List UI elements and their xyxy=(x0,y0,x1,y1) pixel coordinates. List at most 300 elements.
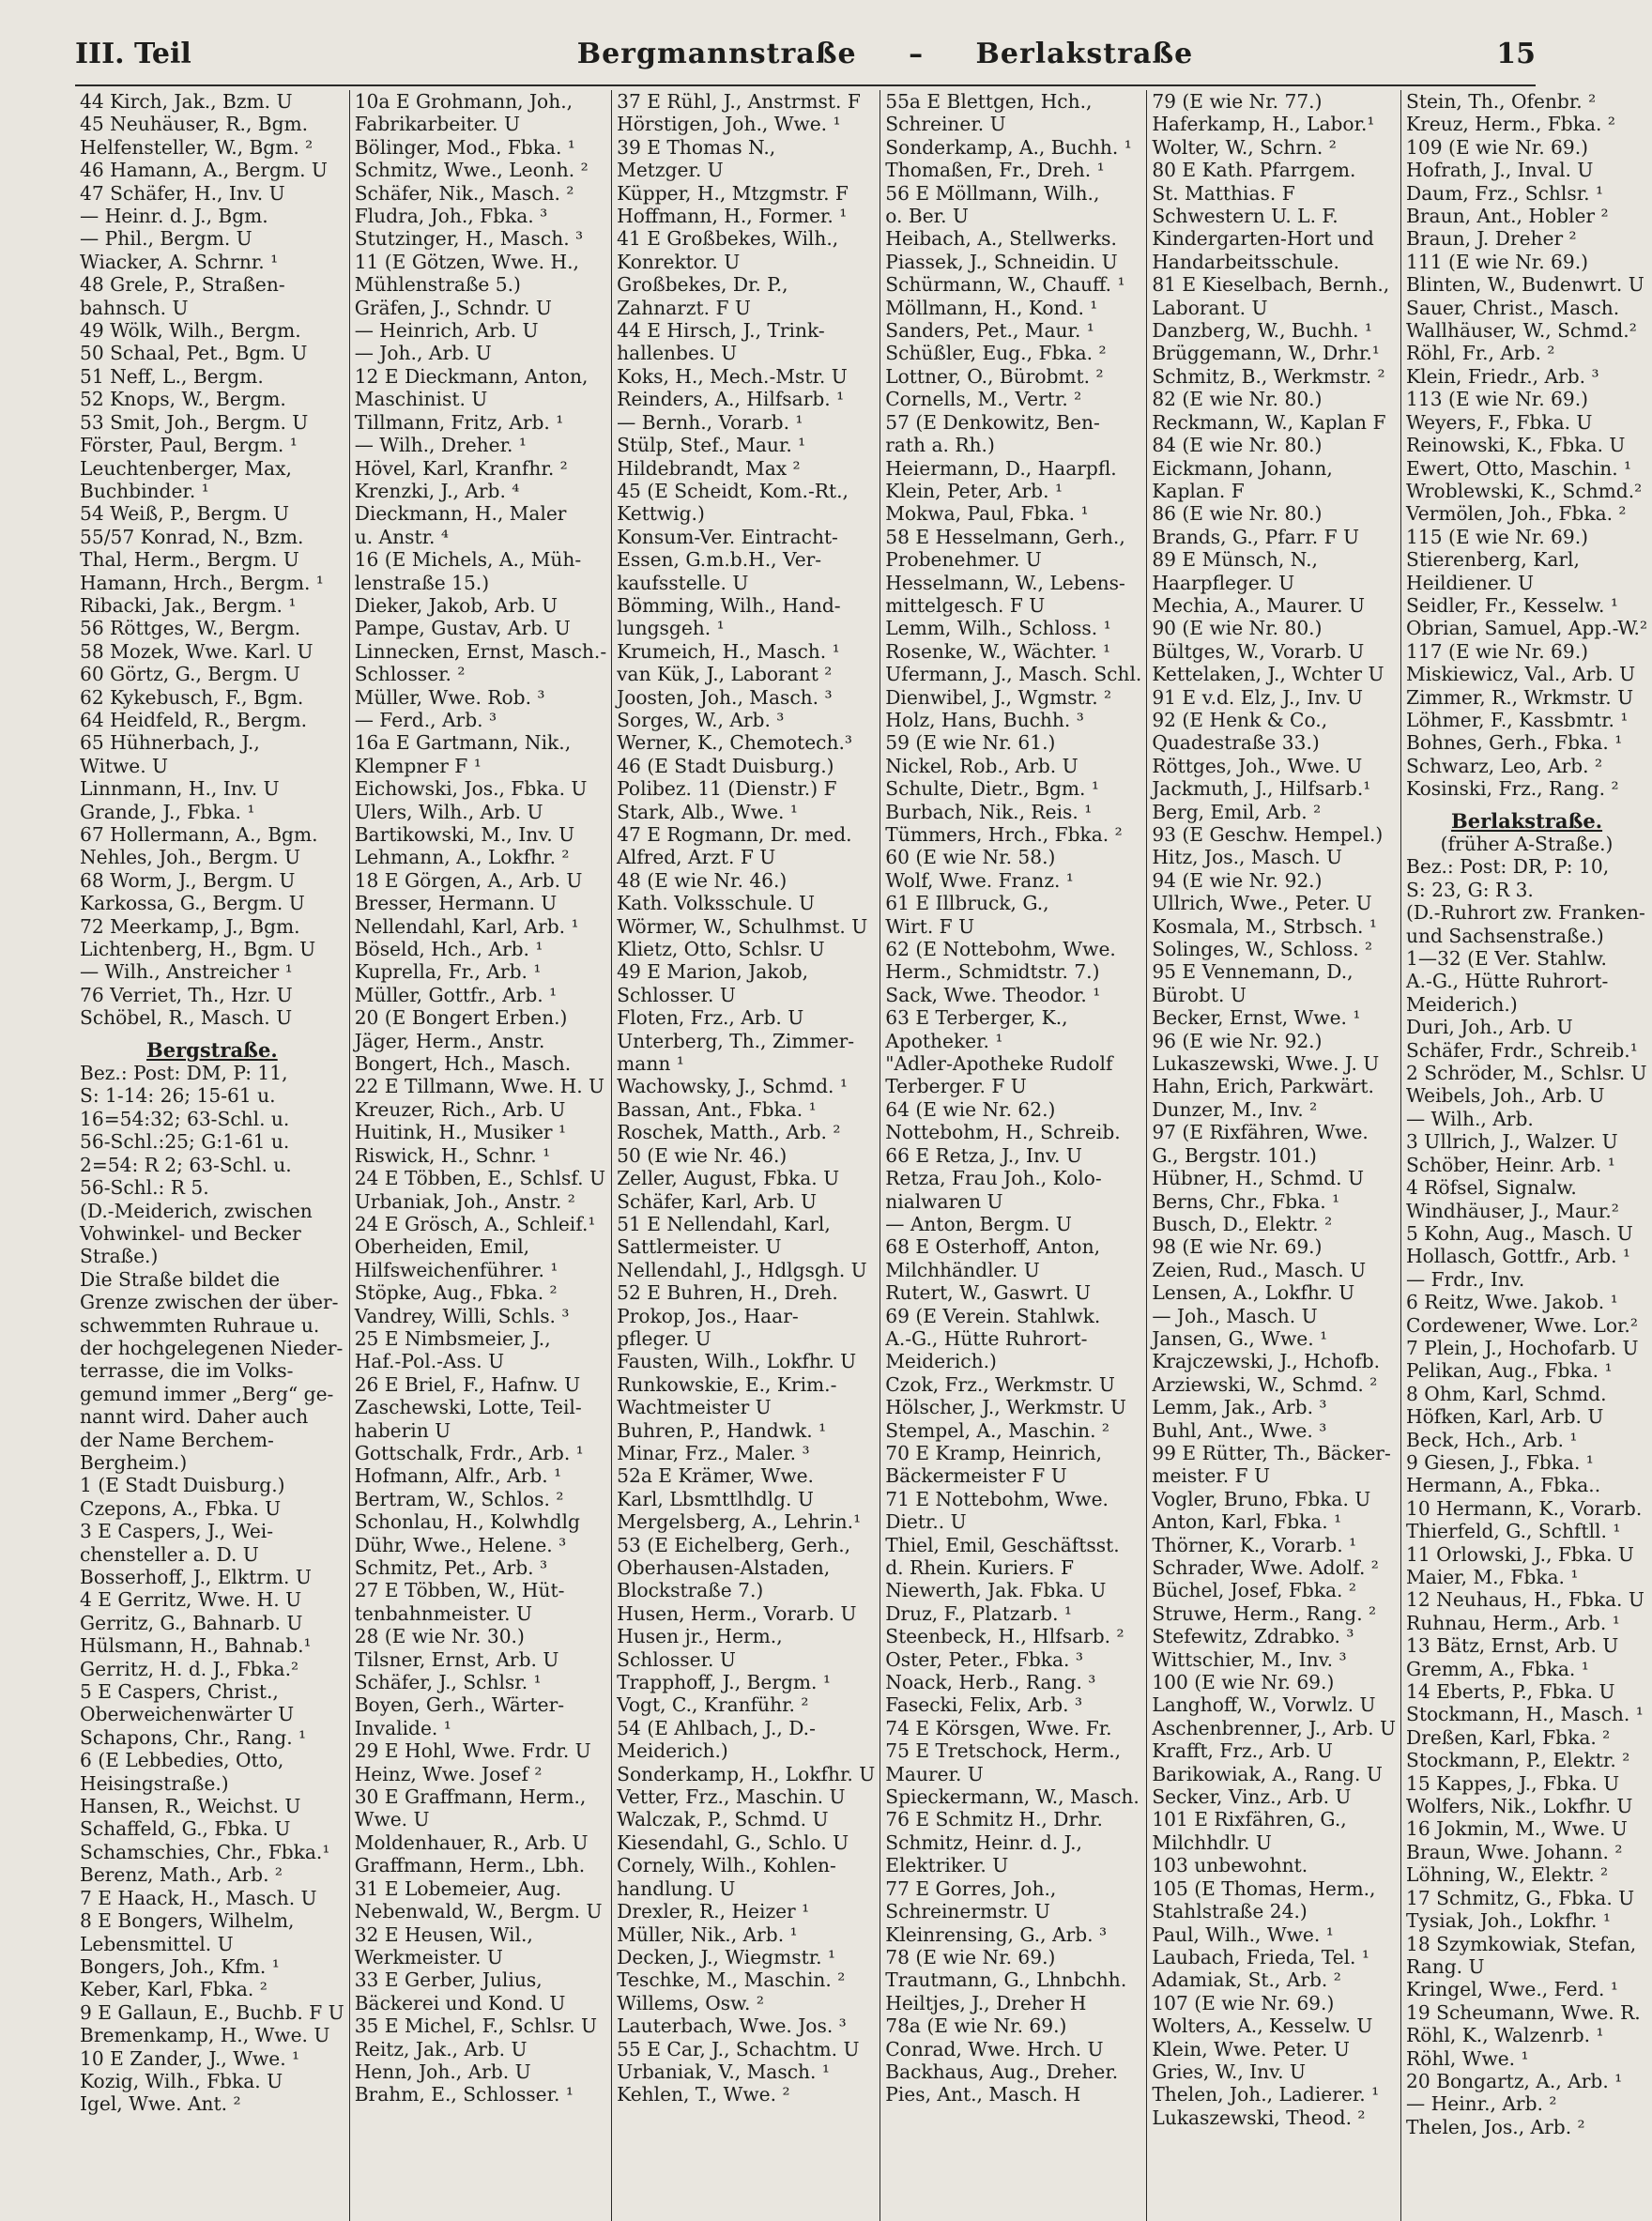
directory-entry: Niewerth, Jak. Fbka. U xyxy=(885,1579,1107,1602)
directory-entry: Schaffeld, G., Fbka. U xyxy=(80,1817,291,1841)
directory-entry: Wolf, Wwe. Franz. ¹ xyxy=(885,868,1074,892)
directory-entry: (früher A-Straße.) xyxy=(1440,833,1614,855)
directory-entry: Henn, Joh., Arb. U xyxy=(354,2060,531,2083)
directory-entry: Schlosser. U xyxy=(617,983,736,1006)
directory-entry: Ullrich, Wwe., Peter. U xyxy=(1152,892,1372,915)
directory-entry: Thiel, Emil, Geschäftsst. xyxy=(885,1533,1120,1556)
directory-entry: Seidler, Fr., Kesselw. ¹ xyxy=(1406,593,1618,617)
directory-entry: (D.-Meiderich, zwischen xyxy=(80,1199,313,1222)
directory-entry: Schreinermstr. U xyxy=(885,1900,1050,1923)
directory-entry: Lichtenberg, H., Bgm. U xyxy=(80,938,316,961)
directory-entry: 44 Kirch, Jak., Bzm. U xyxy=(80,90,293,113)
directory-entry: nialwaren U xyxy=(885,1189,1003,1213)
directory-entry: 39 E Thomas N., xyxy=(617,135,776,159)
directory-entry: 56 Röttges, W., Bergm. xyxy=(80,617,301,640)
directory-entry: Barikowiak, A., Rang. U xyxy=(1152,1762,1383,1785)
directory-entry: lenstraße 15.) xyxy=(354,571,490,594)
directory-entry: Nottebohm, H., Schreib. xyxy=(885,1121,1121,1144)
directory-entry: Stahlstraße 24.) xyxy=(1152,1900,1308,1923)
directory-entry: Klempner F ¹ xyxy=(354,754,482,777)
directory-entry: Hilfsweichenführer. ¹ xyxy=(354,1258,558,1281)
directory-entry: 96 (E wie Nr. 92.) xyxy=(1152,1029,1323,1052)
directory-entry: Lauterbach, Wwe. Jos. ³ xyxy=(617,2014,847,2038)
directory-entry: Haferkamp, H., Labor.¹ xyxy=(1152,113,1375,136)
directory-entry: 117 (E wie Nr. 69.) xyxy=(1406,639,1589,663)
directory-entry: 62 Kykebusch, F., Bgm. xyxy=(80,685,304,709)
directory-entry: 65 Hühnerbach, J., xyxy=(80,731,260,755)
directory-entry: Haarpfleger. U xyxy=(1152,571,1295,594)
directory-entry: Husen, Herm., Vorarb. U xyxy=(617,1601,857,1625)
directory-entry: bahnsch. U xyxy=(80,296,189,319)
directory-entry: — Wilh., Arb. xyxy=(1406,1107,1534,1130)
directory-entry: — Wilh., Dreher. ¹ xyxy=(354,434,527,457)
directory-entry: Braun, Wwe. Johann. ² xyxy=(1406,1840,1623,1863)
directory-entry: Terberger. F U xyxy=(885,1075,1027,1098)
directory-entry: Karl, Lbsmttlhdlg. U xyxy=(617,1487,814,1510)
directory-entry: Lebensmittel. U xyxy=(80,1932,234,1955)
directory-entry: 90 (E wie Nr. 80.) xyxy=(1152,617,1323,640)
directory-entry: meister. F U xyxy=(1152,1464,1270,1488)
directory-entry: 78a (E wie Nr. 69.) xyxy=(885,2014,1067,2038)
directory-entry: Müller, Wwe. Rob. ³ xyxy=(354,685,545,709)
directory-entry: Maurer. U xyxy=(885,1762,984,1785)
directory-entry: 47 Schäfer, H., Inv. U xyxy=(80,181,285,205)
directory-entry: Leuchtenberger, Max, xyxy=(80,456,292,480)
directory-entry: 58 E Hesselmann, Gerh., xyxy=(885,525,1125,548)
directory-entry: Struwe, Herm., Rang. ² xyxy=(1152,1601,1377,1625)
running-title xyxy=(310,38,1461,70)
directory-entry: Laborant. U xyxy=(1152,296,1268,319)
directory-entry: 6 (E Lebbedies, Otto, xyxy=(80,1749,284,1772)
directory-entry: Hoffmann, H., Former. ¹ xyxy=(617,205,848,228)
directory-entry: Milchhdlr. U xyxy=(1152,1830,1272,1854)
directory-entry: Cornells, M., Vertr. ² xyxy=(885,388,1082,411)
directory-entry: Kleinrensing, G., Arb. ³ xyxy=(885,1922,1108,1946)
directory-entry: Dunzer, M., Inv. ² xyxy=(1152,1097,1318,1121)
directory-entry: Joosten, Joh., Masch. ³ xyxy=(617,685,833,709)
directory-entry: 56-Schl.: R 5. xyxy=(80,1176,209,1200)
directory-entry: schwemmten Ruhraue u. xyxy=(80,1313,320,1337)
directory-entry: S: 23, G: R 3. xyxy=(1406,878,1534,901)
directory-entry: Thörner, K., Vorarb. ¹ xyxy=(1152,1533,1357,1556)
directory-entry: tenbahnmeister. U xyxy=(354,1601,532,1625)
directory-entry: Teschke, M., Maschin. ² xyxy=(617,1968,846,1992)
directory-entry: 3 Ullrich, J., Walzer. U xyxy=(1406,1130,1618,1154)
directory-entry: Cornely, Wilh., Kohlen- xyxy=(617,1854,836,1877)
directory-entry: 100 (E wie Nr. 69.) xyxy=(1152,1671,1335,1694)
directory-entry: Klein, Friedr., Arb. ³ xyxy=(1406,364,1599,388)
directory-entry: Vandrey, Willi, Schls. ³ xyxy=(354,1304,570,1327)
directory-entry: u. Anstr. ⁴ xyxy=(354,525,449,548)
directory-entry: Heisingstraße.) xyxy=(80,1771,229,1795)
directory-entry: Vermölen, Joh., Fbka. ² xyxy=(1406,502,1627,526)
directory-entry: Sonderkamp, H., Lokfhr. U xyxy=(617,1762,876,1785)
directory-entry: Klein, Peter, Arb. ¹ xyxy=(885,479,1063,502)
directory-entry: Oberhausen-Alstaden, xyxy=(617,1556,831,1579)
directory-entry: A.-G., Hütte Ruhrort- xyxy=(885,1326,1088,1350)
directory-entry: Ribacki, Jak., Bergm. ¹ xyxy=(80,593,297,617)
directory-entry: Anton, Karl, Fbka. ¹ xyxy=(1152,1510,1342,1534)
directory-entry: Alfred, Arzt. F U xyxy=(617,846,776,869)
directory-entry: Wwe. U xyxy=(354,1808,430,1831)
directory-entry: mittelgesch. F U xyxy=(885,593,1046,617)
directory-entry: Weibels, Joh., Arb. U xyxy=(1406,1084,1605,1108)
directory-entry: Dühr, Wwe., Helene. ³ xyxy=(354,1533,567,1556)
directory-entry: Großbekes, Dr. P., xyxy=(617,273,788,297)
directory-entry: Minar, Frz., Maler. ³ xyxy=(617,1441,810,1464)
directory-entry: Quadestraße 33.) xyxy=(1152,731,1320,755)
directory-entry: Vogt, C., Kranführ. ² xyxy=(617,1693,809,1717)
directory-entry: 95 E Vennemann, D., xyxy=(1152,960,1354,984)
directory-entry: 9 Giesen, J., Fbka. ¹ xyxy=(1406,1450,1594,1474)
directory-entry: Retza, Frau Joh., Kolo- xyxy=(885,1167,1102,1190)
directory-entry: Czepons, A., Fbka. U xyxy=(80,1496,282,1520)
directory-entry: Oster, Peter., Fbka. ³ xyxy=(885,1647,1083,1671)
directory-entry: Burbach, Nik., Reis. ¹ xyxy=(885,800,1093,823)
directory-entry: Willems, Osw. ² xyxy=(617,1991,764,2014)
directory-entry: Möllmann, H., Kond. ¹ xyxy=(885,296,1098,319)
directory-entry: 1 (E Stadt Duisburg.) xyxy=(80,1474,285,1497)
directory-entry: 115 (E wie Nr. 69.) xyxy=(1406,525,1589,548)
directory-entry: "Adler-Apotheke Rudolf xyxy=(885,1052,1113,1076)
directory-entry: Schwestern U. L. F. xyxy=(1152,205,1338,228)
directory-entry: Backhaus, Aug., Dreher. xyxy=(885,2060,1119,2083)
directory-entry: 101 E Rixfähren, G., xyxy=(1152,1808,1347,1831)
directory-entry: Fausten, Wilh., Lokfhr. U xyxy=(617,1350,857,1373)
directory-entry: Trautmann, G., Lhnbchh. xyxy=(885,1968,1127,1992)
directory-entry: Metzger. U xyxy=(617,159,724,182)
directory-entry: Kreuz, Herm., Fbka. ² xyxy=(1406,113,1615,136)
directory-entry: Ulers, Wilh., Arb. U xyxy=(354,800,543,823)
directory-entry: Berns, Chr., Fbka. ¹ xyxy=(1152,1189,1340,1213)
directory-entry: 48 Grele, P., Straßen- xyxy=(80,273,285,297)
directory-entry: 67 Hollermann, A., Bgm. xyxy=(80,823,318,846)
directory-entry: Ruhnau, Herm., Arb. ¹ xyxy=(1406,1611,1620,1634)
directory-entry: Secker, Vinz., Arb. U xyxy=(1152,1785,1352,1809)
directory-entry: Lottner, O., Bürobmt. ² xyxy=(885,364,1104,388)
directory-entry: Sattlermeister. U xyxy=(617,1235,782,1259)
directory-entry: Fabrikarbeiter. U xyxy=(354,113,520,136)
directory-entry: Mechia, A., Maurer. U xyxy=(1152,593,1365,617)
directory-entry: Schlosser. U xyxy=(617,1647,736,1671)
directory-entry: 72 Meerkamp, J., Bgm. xyxy=(80,914,300,938)
directory-entry: Reinders, A., Hilfsarb. ¹ xyxy=(617,388,845,411)
directory-entry: Busch, D., Elektr. ² xyxy=(1152,1212,1333,1235)
directory-entry: Brahm, E., Schlosser. ¹ xyxy=(354,2083,574,2106)
left-street-title: Bergmannstraße xyxy=(576,38,857,70)
directory-entry: Bölinger, Mod., Fbka. ¹ xyxy=(354,135,575,159)
directory-entry: 50 Schaal, Pet., Bgm. U xyxy=(80,342,308,365)
directory-entry: Jansen, G., Wwe. ¹ xyxy=(1152,1326,1328,1350)
directory-entry: Bäckermeister F U xyxy=(885,1464,1067,1488)
directory-entry: 77 E Gorres, Joh., xyxy=(885,1876,1057,1900)
directory-entry: Berenz, Math., Arb. ² xyxy=(80,1863,283,1887)
directory-entry: Nebenwald, W., Bergm. U xyxy=(354,1900,603,1923)
directory-entry: Steenbeck, H., Hlfsarb. ² xyxy=(885,1625,1124,1648)
directory-entry: Kindergarten-Hort und xyxy=(1152,227,1374,251)
directory-entry: Hitz, Jos., Masch. U xyxy=(1152,846,1343,869)
directory-entry: Wachowsky, J., Schmd. ¹ xyxy=(617,1075,848,1098)
directory-entry: Grenze zwischen der über- xyxy=(80,1291,339,1314)
directory-entry: Wallhäuser, W., Schmd.² xyxy=(1406,319,1637,343)
directory-entry: Unterberg, Th., Zimmer- xyxy=(617,1029,855,1052)
directory-entry: Gottschalk, Frdr., Arb. ¹ xyxy=(354,1441,584,1464)
directory-entry: Bartikowski, M., Inv. U xyxy=(354,823,575,846)
directory-entry: 5 Kohn, Aug., Masch. U xyxy=(1406,1221,1633,1245)
directory-entry: — Phil., Bergm. U xyxy=(80,227,252,251)
directory-entry: Kettelaken, J., Wchter U xyxy=(1152,663,1384,686)
directory-entry: Druz, F., Platzarb. ¹ xyxy=(885,1601,1073,1625)
directory-entry: Weyers, F., Fbka. U xyxy=(1406,410,1593,434)
directory-entry: Dieker, Jakob, Arb. U xyxy=(354,593,558,617)
directory-entry: 52a E Krämer, Wwe. xyxy=(617,1464,814,1488)
directory-entry: Löhmer, F., Kassbmtr. ¹ xyxy=(1406,708,1629,731)
directory-entry: Schäfer, Nik., Masch. ² xyxy=(354,181,574,205)
directory-entry: hallenbes. U xyxy=(617,342,738,365)
directory-entry: 71 E Nottebohm, Wwe. xyxy=(885,1487,1109,1510)
directory-entry: gemund immer „Berg“ ge- xyxy=(80,1382,334,1405)
directory-entry: 49 E Marion, Jakob, xyxy=(617,960,809,984)
directory-entry: Müller, Nik., Arb. ¹ xyxy=(617,1922,798,1946)
directory-entry: Förster, Paul, Bergm. ¹ xyxy=(80,434,298,457)
directory-entry: 1—32 (E Ver. Stahlw. xyxy=(1406,947,1607,971)
directory-entry: 20 (E Bongert Erben.) xyxy=(354,1006,568,1030)
directory-entry: Schlosser. ² xyxy=(354,663,466,686)
directory-entry: 76 E Schmitz H., Drhr. xyxy=(885,1808,1103,1831)
directory-entry: 9 E Gallaun, E., Buchb. F U xyxy=(80,2000,344,2024)
directory-entry: Kettwig.) xyxy=(617,502,705,526)
directory-entry: 2=54: R 2; 63-Schl. u. xyxy=(80,1153,292,1176)
directory-entry: Brands, G., Pfarr. F U xyxy=(1152,525,1360,548)
directory-entry: Stein, Th., Ofenbr. ² xyxy=(1406,90,1597,113)
directory-entry: Schulte, Dietr., Bgm. ¹ xyxy=(885,777,1099,801)
directory-entry: 75 E Tretschock, Herm., xyxy=(885,1739,1122,1763)
directory-entry: Höfken, Karl, Arb. U xyxy=(1406,1405,1604,1429)
directory-entry: Lukaszewski, Wwe. J. U xyxy=(1152,1052,1380,1076)
directory-entry: Bohnes, Gerh., Fbka. ¹ xyxy=(1406,731,1623,755)
directory-entry: Krajczewski, J., Hchofb. xyxy=(1152,1350,1381,1373)
directory-entry: Windhäuser, J., Maur.² xyxy=(1406,1199,1619,1222)
directory-entry: 32 E Heusen, Wil., xyxy=(354,1922,533,1946)
directory-entry: kaufsstelle. U xyxy=(617,571,749,594)
directory-entry: 33 E Gerber, Julius, xyxy=(354,1968,543,1992)
directory-entry: haberin U xyxy=(354,1418,451,1442)
directory-entry: Zahnarzt. F U xyxy=(617,296,751,319)
directory-entry: — Heinrich, Arb. U xyxy=(354,319,539,343)
directory-entry: Rosenke, W., Wächter. ¹ xyxy=(885,639,1111,663)
directory-entry: Thelen, Joh., Ladierer. ¹ xyxy=(1152,2083,1380,2106)
directory-entry: mann ¹ xyxy=(617,1052,684,1076)
directory-entry: Schmitz, B., Werkmstr. ² xyxy=(1152,364,1385,388)
directory-entry: Bremenkamp, H., Wwe. U xyxy=(80,2024,330,2047)
directory-entry: Thelen, Jos., Arb. ² xyxy=(1406,2115,1585,2138)
directory-entry: Becker, Ernst, Wwe. ¹ xyxy=(1152,1006,1361,1030)
directory-entry: 24 E Grösch, A., Schleif.¹ xyxy=(354,1212,596,1235)
column-3 xyxy=(612,90,880,2221)
directory-entry: der hochgelegenen Nieder- xyxy=(80,1336,344,1359)
directory-entry: Milchhändler. U xyxy=(885,1258,1040,1281)
directory-entry: Hildebrandt, Max ² xyxy=(617,456,801,480)
directory-entry: Bongers, Joh., Kfm. ¹ xyxy=(80,1954,280,1978)
column-2 xyxy=(350,90,612,2221)
directory-entry: 28 (E wie Nr. 30.) xyxy=(354,1625,525,1648)
directory-entry: Schreiner. U xyxy=(885,113,1006,136)
directory-entry: Schäfer, Frdr., Schreib.¹ xyxy=(1406,1038,1638,1062)
directory-entry: Röttges, Joh., Wwe. U xyxy=(1152,754,1363,777)
directory-entry: Moldenhauer, R., Arb. U xyxy=(354,1830,589,1854)
directory-entry: 74 E Körsgen, Wwe. Fr. xyxy=(885,1716,1112,1739)
directory-entry: 24 E Többen, E., Schlsf. U xyxy=(354,1167,605,1190)
directory-entry: Bömming, Wilh., Hand- xyxy=(617,593,841,617)
directory-entry: Meiderich.) xyxy=(617,1739,728,1763)
directory-entry: S: 1-14: 26; 15-61 u. xyxy=(80,1084,276,1108)
directory-entry: Stefewitz, Zdrabko. ³ xyxy=(1152,1625,1354,1648)
page-header xyxy=(75,38,1536,86)
directory-entry: Urbaniak, V., Masch. ¹ xyxy=(617,2060,830,2083)
directory-entry: Stutzinger, H., Masch. ³ xyxy=(354,227,584,251)
directory-entry: 76 Verriet, Th., Hzr. U xyxy=(80,983,293,1006)
directory-entry: 6 Reitz, Wwe. Jakob. ¹ xyxy=(1406,1291,1618,1314)
directory-entry: Lukaszewski, Theod. ² xyxy=(1152,2106,1366,2129)
directory-entry: Gräfen, J., Schndr. U xyxy=(354,296,552,319)
directory-entry: Paul, Wilh., Wwe. ¹ xyxy=(1152,1922,1334,1946)
directory-entry: 54 (E Ahlbach, J., D.- xyxy=(617,1716,816,1739)
directory-entry: Hübner, H., Schmd. U xyxy=(1152,1167,1364,1190)
directory-entry: Werner, K., Chemotech.³ xyxy=(617,731,852,755)
directory-entry: 11 Orlowski, J., Fbka. U xyxy=(1406,1542,1634,1566)
directory-entry: terrasse, die im Volks- xyxy=(80,1359,294,1383)
directory-entry: 51 Neff, L., Bergm. xyxy=(80,364,264,388)
directory-entry: 10a E Grohmann, Joh., xyxy=(354,90,574,113)
directory-entry: Runkowskie, E., Krim.- xyxy=(617,1372,837,1396)
directory-entry: Röhl, Wwe. ¹ xyxy=(1406,2046,1529,2070)
directory-entry: — Frdr., Inv. xyxy=(1406,1267,1525,1291)
directory-entry: Reinowski, K., Fbka. U xyxy=(1406,434,1626,457)
directory-entry: Heildiener. U xyxy=(1406,571,1535,594)
directory-entry: 68 Worm, J., Bergm. U xyxy=(80,868,296,892)
directory-entry: 12 E Dieckmann, Anton, xyxy=(354,364,589,388)
directory-entry: Lemm, Wilh., Schloss. ¹ xyxy=(885,617,1111,640)
directory-entry: Lensen, A., Lokfhr. U xyxy=(1152,1281,1355,1305)
directory-entry: 51 E Nellendahl, Karl, xyxy=(617,1212,831,1235)
directory-entry: 52 E Buhren, H., Dreh. xyxy=(617,1281,838,1305)
directory-entry: 18 E Görgen, A., Arb. U xyxy=(354,868,583,892)
directory-entry: Nellendahl, J., Hdlgsgh. U xyxy=(617,1258,867,1281)
directory-entry: Nellendahl, Karl, Arb. ¹ xyxy=(354,914,579,938)
directory-entry: Wirt. F U xyxy=(885,914,975,938)
directory-entry: Lemm, Jak., Arb. ³ xyxy=(1152,1396,1327,1419)
directory-entry: Schmitz, Heinr. d. J., xyxy=(885,1830,1082,1854)
directory-entry: Gries, W., Inv. U xyxy=(1152,2060,1307,2083)
directory-entry: 93 (E Geschw. Hempel.) xyxy=(1152,823,1384,846)
directory-entry: Berg, Emil, Arb. ² xyxy=(1152,800,1322,823)
directory-entry: Bongert, Hch., Masch. xyxy=(354,1052,572,1076)
directory-entry: 7 Plein, J., Hochofarb. U xyxy=(1406,1336,1639,1359)
directory-entry: Boyen, Gerh., Wärter- xyxy=(354,1693,565,1717)
directory-entry: Danzberg, W., Buchh. ¹ xyxy=(1152,319,1373,343)
directory-entry: Tilsner, Ernst, Arb. U xyxy=(354,1647,559,1671)
right-street-title: Berlakstraße xyxy=(975,38,1194,70)
directory-entry: Hofrath, J., Inval. U xyxy=(1406,159,1594,182)
directory-entry: Heinz, Wwe. Josef ² xyxy=(354,1762,543,1785)
directory-entry: Solinges, W., Schloss. ² xyxy=(1152,938,1373,961)
directory-entry: 46 Hamann, A., Bergm. U xyxy=(80,159,328,182)
directory-entry: 52 Knops, W., Bergm. xyxy=(80,388,286,411)
directory-entry: Fasecki, Felix, Arb. ³ xyxy=(885,1693,1083,1717)
directory-entry: Tysiak, Joh., Lokfhr. ¹ xyxy=(1406,1909,1611,1933)
directory-entry: 53 (E Eichelberg, Gerh., xyxy=(617,1533,851,1556)
directory-entry: Rang. U xyxy=(1406,1954,1485,1978)
directory-entry: 25 E Nimbsmeier, J., xyxy=(354,1326,551,1350)
directory-entry: Probenehmer. U xyxy=(885,548,1042,572)
directory-entry: chensteller a. D. U xyxy=(80,1542,259,1566)
directory-entry: Thierfeld, G., Schftll. ¹ xyxy=(1406,1520,1621,1543)
directory-entry: Kath. Volksschule. U xyxy=(617,892,816,915)
directory-entry: Koks, H., Mech.-Mstr. U xyxy=(617,364,848,388)
directory-entry: 91 E v.d. Elz, J., Inv. U xyxy=(1152,685,1364,709)
directory-entry: Böseld, Hch., Arb. ¹ xyxy=(354,938,543,961)
directory-entry: Buchbinder. ¹ xyxy=(80,479,209,502)
directory-entry: 16 Jokmin, M., Wwe. U xyxy=(1406,1817,1628,1841)
directory-entry: — Heinr. d. J., Bgm. xyxy=(80,205,268,228)
directory-entry: Sorges, W., Arb. ³ xyxy=(617,708,785,731)
directory-entry: Heiltjes, J., Dreher H xyxy=(885,1991,1087,2014)
directory-entry: Keber, Karl, Fbka. ² xyxy=(80,1978,268,2001)
directory-entry: Bergheim.) xyxy=(80,1450,188,1474)
directory-entry: Schapons, Chr., Rang. ¹ xyxy=(80,1725,307,1749)
directory-entry: Noack, Herb., Rang. ³ xyxy=(885,1671,1096,1694)
directory-entry: Bültges, W., Vorarb. U xyxy=(1152,639,1365,663)
directory-entry: Invalide. ¹ xyxy=(354,1716,451,1739)
directory-entry: Ewert, Otto, Maschin. ¹ xyxy=(1406,456,1632,480)
directory-entry: Schäfer, J., Schlsr. ¹ xyxy=(354,1671,542,1694)
directory-entry: Sanders, Pet., Maur. ¹ xyxy=(885,319,1094,343)
directory-entry: Werkmeister. U xyxy=(354,1945,503,1968)
directory-entry: 45 Neuhäuser, R., Bgm. xyxy=(80,113,309,136)
directory-entry: Hölscher, J., Werkmstr. U xyxy=(885,1396,1126,1419)
directory-entry: Kozig, Wilh., Fbka. U xyxy=(80,2069,283,2092)
directory-entry: Igel, Wwe. Ant. ² xyxy=(80,2092,241,2116)
directory-entry: 4 E Gerritz, Wwe. H. U xyxy=(80,1588,302,1612)
directory-entry: Schonlau, H., Kolwhdlg xyxy=(354,1510,580,1534)
directory-entry: 80 E Kath. Pfarrgem. xyxy=(1152,159,1356,182)
directory-entry: 19 Scheumann, Wwe. R. xyxy=(1406,2000,1641,2024)
directory-entry: Maschinist. U xyxy=(354,388,488,411)
column-5 xyxy=(1147,90,1401,2221)
directory-entry: Holz, Hans, Buchh. ³ xyxy=(885,708,1084,731)
directory-entry: Gerritz, H. d. J., Fbka.² xyxy=(80,1657,299,1680)
directory-entry: 47 E Rogmann, Dr. med. xyxy=(617,823,852,846)
directory-entry: Rutert, W., Gaswrt. U xyxy=(885,1281,1091,1305)
directory-entry: 31 E Lobemeier, Aug. xyxy=(354,1876,562,1900)
directory-entry: 3 E Caspers, J., Wei- xyxy=(80,1520,274,1543)
directory-entry: Schamschies, Chr., Fbka.¹ xyxy=(80,1840,330,1863)
directory-entry: Ufermann, J., Masch. Schl. xyxy=(885,663,1142,686)
directory-entry: Linnmann, H., Inv. U xyxy=(80,777,280,801)
directory-entry: Sonderkamp, A., Buchh. ¹ xyxy=(885,135,1132,159)
directory-entry: 78 (E wie Nr. 69.) xyxy=(885,1945,1056,1968)
directory-entry: handlung. U xyxy=(617,1876,736,1900)
directory-entry: 48 (E wie Nr. 46.) xyxy=(617,868,788,892)
directory-entry: Hofmann, Alfr., Arb. ¹ xyxy=(354,1464,562,1488)
part-label: III. Teil xyxy=(75,38,191,70)
directory-entry: Elektriker. U xyxy=(885,1854,1009,1877)
directory-entry: Hahn, Erich, Parkwärt. xyxy=(1152,1075,1374,1098)
directory-entry: 81 E Kieselbach, Bernh., xyxy=(1152,273,1390,297)
directory-entry: 58 Mozek, Wwe. Karl. U xyxy=(80,639,314,663)
directory-entry: van Kük, J., Laborant ² xyxy=(617,663,833,686)
directory-entry: 57 (E Denkowitz, Ben- xyxy=(885,410,1100,434)
